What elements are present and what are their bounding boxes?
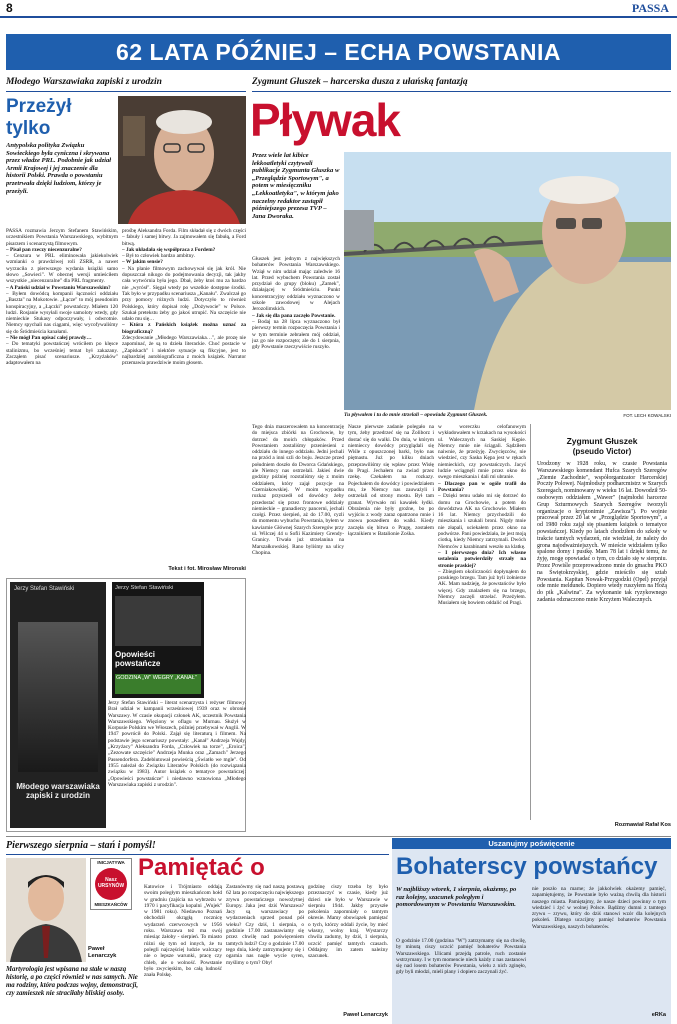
page-banner: 62 LATA PÓŹNIEJ – ECHA POWSTANIA: [6, 34, 671, 70]
bottom-left-headline: Pamiętać o: [138, 854, 265, 881]
right-author: Rozmawiał Rafał Kos: [614, 822, 671, 828]
right-kicker: Zygmunt Głuszek – harcerska dusza z ułańską fantazją: [252, 77, 468, 87]
intro-text: Głuszek jest jednym z największych bohaterów Powstania Warszawskiego. Wziął w nim udział mając zaledwie 16 lat. Przed wybuchem Powstania został przydział do grupy (bloku) „Zamek", działającej w Śródmieściu. Punkt koncentracyjny oddziału wyznaczono w szkole zawodowej w Alejach Jerozolimskich.: [252, 256, 340, 313]
answer: Zdecydowanie „Młodego Warszawiaka…", ale prozę nie zapominać, że są to dzieła literackie. Choć postacie w „Zapiskach" i niektóre sytuacje są fikcyjne, jest to najbardziej autobiograficzna z moich książek. Narrator przemawia prawdziwie moim głosem.: [122, 335, 246, 367]
section-divider: [6, 836, 671, 837]
bottom-right-section: Uszanujmy poświęcenie: [392, 838, 671, 849]
bottom-left-col2: Zastanówmy się nad naszą postawą 62 lata po rozpoczęciu największego zrywu powstańczego nowożytnej Europy. Jaka jest dziś Warszawa? Jacy są warszawiacy po wydarzeniach sprzed ponad pół wieku? Czy dziś, 1 sierpnia, o godzinie 17.00 zastanawiamy się przez chwilę nad poświęceniem tamtych ludzi? Czy o godzinie 17.00 tego dnia, kiedy zatrzymujemy się i ogarnia nas nagłe wycie syren, myślimy o tym? Oby!: [226, 884, 304, 966]
answer: – Byłem dowódcą kompanii łączności oddziału „Baszta" na Mokotowie. „Łącze" to mój pseudonim konspiracyjny, a „Łączki" powstańczy. Miałem 120 ludzi. Rosjanie wysyłali swoje samoloty wtedy, gdy niemieckie Stukasy odpoczywały, i odwrotnie. Niemcy spychali nas ciągami, więc wycofywaliśmy się do Śródmieścia kanałami.: [6, 290, 118, 335]
answer: – Bodaj na 28 lipca wyznaczono był pierwszy termin rozpoczęcia Powstania i w tym terminie zebrałem mój oddział, juz go nie rozpoczęto; ale do 1 sierpnia, gdy Powstanie rzeczywiście ruszyło.: [252, 318, 340, 351]
gluszek-river-photo: [344, 152, 671, 410]
right-lead: Przez wiele lat kibice lekkoatletyki czytywali publikacje Zygmunta Głuszka w „Przeglądzie Sportowym", a potem w miesięczniku „Lekkoatletyka", w którym jako naczelny redaktor zastąpił późniejszego prezesa TVP – Jana Dworaka.: [252, 152, 340, 220]
question: – Jak układała się współpraca z Fordem?: [122, 246, 216, 253]
portrait-illustration: [118, 96, 246, 224]
answer: w woreczku celofanowym wykładowałem w krzakach na wysokości ul. Walecznych na Saskiej Kępie. Niemcy mnie nie ściągali. Sądziłem naiwnie, że przeżyję. Zwycięzców, nie wiedzieć, czy Saska Kępa jest w rękach niemieckich, czy powstańczych. Jacyś ludzie wciągnęli mnie przez okno do swego mieszkania i dali mi ubranie.: [438, 424, 526, 481]
answer: – Był to człowiek bardzo ambitny.: [122, 253, 195, 260]
person-name: Paweł Lenarczyk: [88, 946, 117, 959]
lenarczyk-photo: [6, 858, 86, 962]
intro-text: PASSA rozmawia Jerzym Stefanem Stawińskim, uczestnikiem Powstania Warszawskiego, wybitnym pisarzem i scenarzystą filmowym.: [6, 228, 118, 247]
question: – Jak się dla pana zaczęło Powstanie.: [252, 312, 336, 319]
question: – Nie mógł Pan opisać całej prawdy…: [6, 335, 92, 342]
portrait-illustration: [6, 858, 86, 962]
badge-bottom-text: MIESZKAŃCÓW: [94, 902, 128, 907]
left-col1: [6, 228, 118, 576]
bottom-right-headline: Bohaterscy powstańcy: [396, 853, 658, 880]
sidebar-pseudo: (pseudo Victor): [572, 447, 632, 456]
bottom-left-lead: Martyrologia jest wpisana na stałe w naszą historię, a po części również w nas samych. Nie ma rodziny, która podczas wojny, demonstracji, czy zamieszek nie straciłaby bliskiej osoby.: [6, 966, 139, 997]
bottom-left-col1: Katowice i Trójmiasto oddają swoim poległym mieszkańcom hołd w grudniu (zajścia na wybrzeżu w 1970 i pacyfikacja kopalni „Wujek" w 1981 roku). Niedawno Poznań obchodził okrągłą rocznicę wydarzeń czerwcowych w 1956 roku. Warszawa też ma swój miesiąc żałoby - sierpień. To miasto różni się tym od innych, że tu polegli najczęściej ludzie walczący nie o lepsze warunki, pracę czy chleb, ale o wolność. Powstanie było zwycięskim, bo całą ludność znała Polskę.: [144, 884, 222, 979]
badge-emblem: Nasz URSYNÓW: [95, 868, 127, 900]
top-rule: [0, 16, 677, 18]
left-kicker: Młodego Warszawiaka zapiski z urodzin: [6, 77, 162, 87]
book1-artwork: [18, 622, 98, 772]
photo-credit: FOT. LECH KOWALSKI: [623, 413, 671, 418]
question: – Dlaczego pan w ogóle trafił do Powstania?: [438, 480, 526, 493]
bottom-right-author: eRKa: [651, 1012, 666, 1018]
book1-author: Jerzy Stefan Stawiński: [14, 586, 75, 592]
right-body-col1: Tego dnia maszerowałem na koncentrację do miejsca zbiórki na Grochowie, by dotrzeć do moich chłopaków. Przed Powstaniem zostaliśmy przeniesieni z oddziału do innego oddziału. Jedni jechali na przód a inni szli do boju. Jeszcze przed południem doszło do Dworca Gdańskiego, ale Niemcy nas ostrzelali. Jakieś dwie godziny później rozstaliśmy się z moim oddziałem, który zajął pozycje na Czerniakowskiej. W moim wypadku rozkaz przyszedł od dowódcy żeby przedostać się przez frontowe oddziały niemieckie – granadierzy pancerni, jechali czołgi. Przez sierpień, aż do 17.00, cyzli do momentu wybuchu Powstania, byłem w kawiarnie Głównej Szarych Szeregów przy ul. Wilczej 44 u Sofii Kazimiery Grendy-Granicy. Trwała już strzelanina na Marszałkowskiej. Rano byliśmy na ulicy Chopina.: [252, 424, 344, 556]
left-col2: [122, 228, 246, 564]
masthead: PASSA: [631, 1, 669, 15]
river-illustration: [344, 152, 671, 410]
right-headline: Pływak: [250, 94, 400, 146]
book2-author: Jerzy Stefan Stawiński: [115, 585, 174, 591]
right-body-col3: [438, 424, 526, 832]
book2-title: Opowieści powstańcze: [115, 650, 161, 668]
answer: – Zbiegiem okoliczności dopłynąłem do praskiego brzegu. Tam już byli żołnierze AK. Mam nadzieję, że powstańców było więcej. Gdy znalazłem się na brzegu, Niemcy zaczęli strzelać. Przeżyłem. Musiałem się bowiem oddalić od Pragi.: [438, 568, 526, 607]
left-lead: Antypolska polityka Związku Sowieckiego była cyniczna i skrywana przez władze PRL. Podobnie jak udział Armii Krajowej i jej znaczenie dla historii Polski. Prawda o powstaniu przetrwała dzięki ludziom, którzy je przeżyli.: [6, 142, 112, 195]
answer: – Cenzura w PRL eliminowała jakiekolwiek wzmianki o prawdziwej roli ZSRR, a nawet wyrzuciła z pierwszego wydania książki samo słowo „Sowieci". W obecnej wersji umieściłem wszystkie „niecenzuralne" dla PRL fragmenty.: [6, 253, 118, 285]
answer: – Na planie filmowym zachowywał się jak król. Nie dopuszczał nikogo do podejmowania decyzji, tak jakby cała wytwórnia była jego. Dbał, żeby ktoś mu za bardzo nie „wyrósł". Sięgał wtedy po wszelkie dostępne środki. Tak było w przypadku scenariusza „Kanału". Zwalczał go przy pomocy różnych ludzi. Dotyczyło to również Polskiego, który dopisał rolę „Dożywocie" w Polsce. Szukał pretekstu żeby go jakoś utrupić. Na szczęście nie udało mu się…: [122, 265, 246, 323]
initiative-badge: [90, 858, 132, 910]
right-kicker-rule: [252, 91, 671, 92]
question: – W jakim sensie?: [122, 259, 163, 266]
bio-text: Jerzy Stefan Stawiński – literat scenarzysta i reżyser filmowy. Brał udział w kampanii wrześniowej 1939 oraz w obronie Warszawy. W czasie okupacji członek AK, uczestnik Powstania Warszawskiego. Więziony w oflagu w Murnau. Służył w Korpusie Polskim we Włoszech, później przebywał w Anglii. W 1947 powrócił do Polski. Zajął się literaturą i filmem. Na podstawie jego scenariuszy powstały: „Kanał" Andrzeja Wajdy, „Krzyżacy" Aleksandra Forda, „Człowiek na torze", „Eroica", „Zezowate szczęście" Andrzeja Munka oraz „Zamach" Jerzego Passendorfera. Zadebiutował powieścią „Światło we mgle". Od 1955 należał do Związku Literatów Polskich (do rozwiązania związku w 1983). Autor książek o tematyce powstańczej: „Opowieści powstańcze" i niedawno wznowiona „Młodego Warszawiaka zapiski z urodzin".: [108, 700, 246, 788]
left-kicker-rule: [6, 91, 246, 92]
page-number: 8: [6, 1, 13, 15]
bottom-left-col3: godzinę ciszy trzeba by było przeznaczyć w czasie, kiedy już dzieci nie było w Warszawie w sierpniu 1944. Jakby przyszłe pokolenia zapomniały o tamtym okresie. Mamy obowiązek pamiętać o tych, którzy oddali życie, by mieć własny, wolny kraj. Wystarczy chwila zadumy, by dziś, 1 sierpnia, uczcić pamięć tamtych czasach. Oddajmy im zatem należny szacunek.: [308, 884, 388, 960]
book2-band: GODZINA „W" WEGRY „KANAŁ": [115, 674, 201, 694]
question: – A Pański udział w Powstaniu Warszawskim?: [6, 284, 111, 291]
right-col1: [252, 256, 340, 412]
left-headline-line2: tylko: [6, 118, 51, 139]
answer: prośbę Aleksandra Forda. Film składał się z dwóch części – fabuły i samej bitwy. Ja zajmowałem się fabułą, a Ford bitwą.: [122, 228, 246, 247]
question: – Pisał pan rzeczy niecenzuralne?: [6, 246, 82, 253]
question: – Która z Pańskich książek można uznać za biograficzną?: [122, 322, 246, 335]
right-body-col2: Nasze pierwsze zadanie polegało na tym, żeby przedrzeć się na Żoliborz i dostać się do walki. Do dnia, w którym niemieccy dowódcy przyglądali się Wiśle z opuszczonej barki, było nas piętnastu. Już po kilku dniach przeprawiliśmy się wpław przez Wisłę do Pragi. Jechałem na zwiad przez rzekę. Czekałem na rozkazy. Pojechałem do dowódcy i powiedziałem mu, że Niemcy nas zauważyli i ostrzelali od strony mostu. Był tam granat. Wyrwało mi kawałek łydki. Obrażenia nie były groźne, bo po wyjściu z wody zaraz opatrzono mnie i znowu poszedłem do walki. Kiedy zaczęła się bitwa o Pragę, zostałem łącznikiem w Batalionie Zośka.: [348, 424, 434, 538]
photo-caption: Tu pływałem i tu do mnie strzelali – opowiada Zygmunt Głuszek.: [344, 412, 488, 418]
answer: – Dzięki temu udało mi się dotrzeć do domu na Grochowie, a potem do dowództwa AK na Grochowie. Miałem 16 lat. Niemcy przychodzili do mieszkania i szukali broni. Nigdy mnie nie złapali, uciekałem przez okno na podwórze. Pani powiedziała, że jest moją ciotką, kiedy Niemcy zatrzymali. Dwóch Niemców z karabinami weszło na klatkę.: [438, 493, 526, 550]
stawinski-photo: [118, 96, 246, 224]
bottom-left-author: Paweł Lenarczyk: [343, 1012, 388, 1018]
left-headline-line1: Przeżył: [6, 96, 72, 117]
question: – I pierwszego dnia? Ich własne ustalenia potwierdziły strzały na stronie praskiej?: [438, 549, 526, 569]
book1-title: Młodego warszawiaka zapiski z urodzin: [16, 782, 100, 800]
bottom-right-col2: nie poszło na marne; że jakkolwiek okażemy pamięć, zapamiętujemy, że Powstanie było ważną chwilą dla historii naszego miasta. Pamiętajmy, że nasze dzieci powinny o tym wiedzieć i żyć w wolnej Polsce. Bądźmy dumni z tamtego zrywu – zrywu, który do dziś stanowi wzór dla kolejnych pokoleń. Dlatego uczcijmy pamięć bohaterów Powstania Warszawskiego, naszych bohaterów.: [532, 886, 666, 930]
sidebar-name: Zygmunt Głuszek: [566, 436, 638, 446]
bottom-right-col1: O godzinie 17.00 (godzina "W") zatrzymamy się na chwilę, by minutą ciszy uczcić pamięć bohaterów Powstania Warszawskiego. Ulicami przejdą patrole, ruch zostanie wstrzymany. I w tym momencie niech każdy z nas zastanowi się nad losem bohaterów Powstania, wielu z nich zginęło, gdy byli młodzi, mieli plany i dopiero zaczynali żyć.: [396, 938, 526, 976]
book-cover-zapiski: [10, 582, 106, 828]
bottom-left-kicker: Pierwszego sierpnia – stań i pomyśl!: [6, 840, 156, 851]
sidebar-text: Urodzony w 1928 roku, w czasie Powstania Warszawskiego komendant Hufca Szarych Szeregów „Ziemie Zachodnie", współorganizator Harcerskiej Poczty Polowej. Najmłodszy podharcmistrz w Szarych Szeregach, nominowany w wieku 16 lat. Dowodził 50-osobowym oddziałem „Wawer" (najmłodsi harcerze Grup Szturmowych Szarych Szeregów tworzyli organizacje o kryptonimie „Zawisza"). Po wojnie pracował przez 20 lat w „Przeglądzie Sportowym", a od 1980 roku zajął się pisaniem książek o tematyce powstańczej. Kiedy po latach chodziłem do szkoły w trakcie tamtych wydarzeń, nie wiedział, że należy do grona najodważniejszych. W mieście widziałem tylko spalone domy i pustkę. Mam 78 lat i dzięki temu, że żyję, mogę opowiadać o tym, co działo się w sierpniu. Przez Powiśle przeprowadzono mnie do gmachu PKO na Świętokrzyskiej, gdzie mieściło się sztab Powstania. Kapitan Nowak-Przygodzki (Opel) przyjął ode mnie meldunek. Dopiero wtedy ruszyłem na Hożą do pik „Kalwina". Za wykonanie tak ryzykownego zadania odznaczono mnie Krzyżem Walecznych.: [537, 461, 667, 603]
badge-top-text: INICJATYWA: [97, 860, 125, 865]
left-author: Tekst i fot. Mirosław Mironski: [168, 566, 246, 572]
gluszek-sidebar: [530, 424, 671, 820]
bottom-right-lead: W najbliższy wtorek, 1 sierpnia, okażemy, po raz kolejny, szacunek poległym i pomordowanym w Powstaniu Warszawskim.: [396, 886, 517, 909]
answer: – Do tematyki powstańczej wróciłem po klęsce stalinizmu, bo wcześniej temat był zakazany. Zacząłem pisać scenariusze. „Krzyżaków" adaptowałem na: [6, 341, 118, 367]
